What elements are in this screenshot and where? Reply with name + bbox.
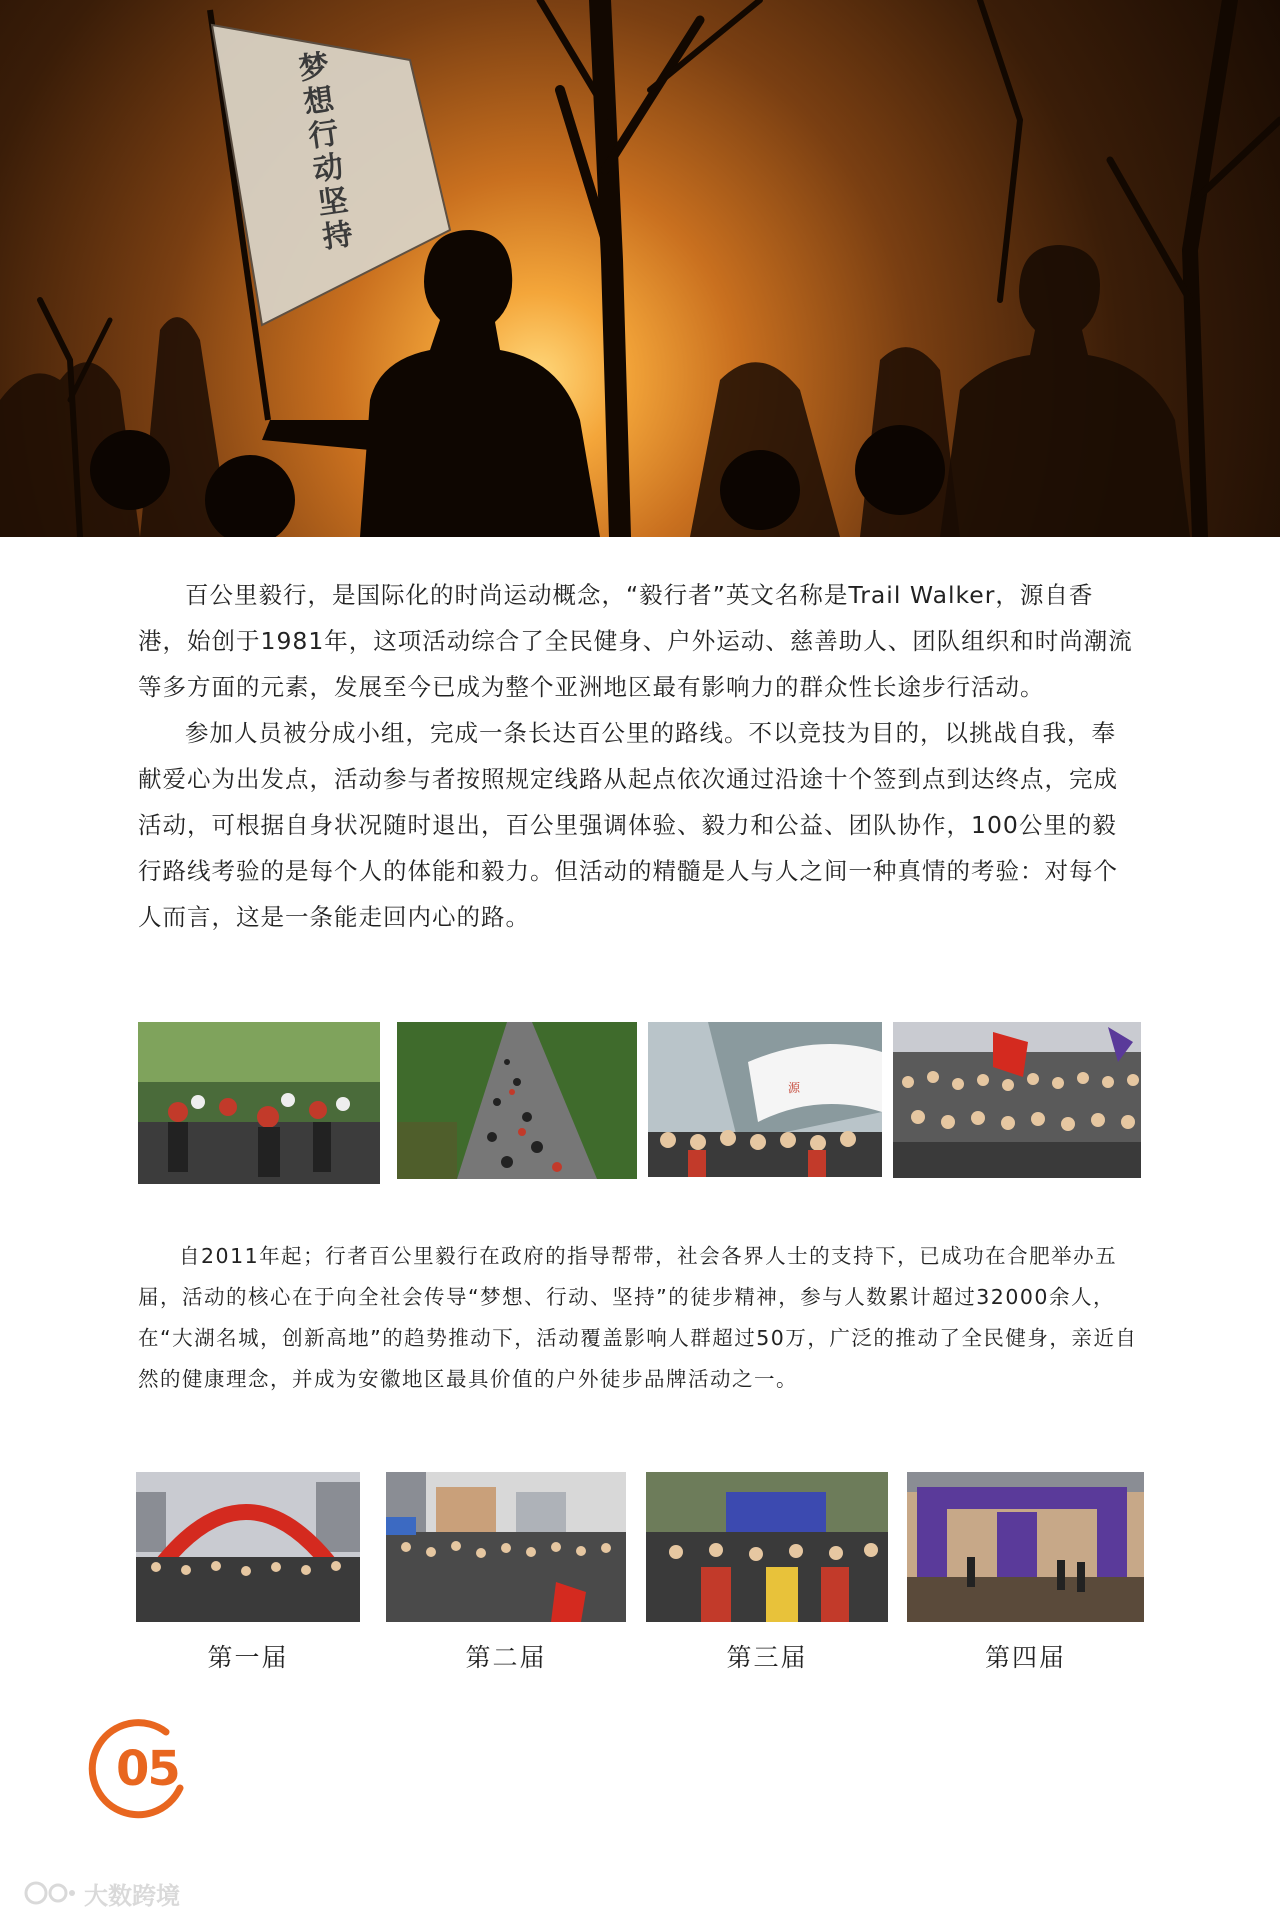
photo-crowd-banner (648, 1022, 882, 1177)
page-number: 05 (116, 1741, 179, 1797)
flag-text: 梦想行动坚持 (290, 49, 354, 256)
photo-walkers-forest (138, 1022, 380, 1184)
caption-edition-2: 第二届 (465, 1643, 547, 1672)
caption-edition-3: 第三届 (726, 1643, 808, 1672)
hero-silhouette (0, 0, 1280, 537)
watermark-logo-icon (24, 1878, 76, 1908)
history-paragraph: 自2011年起；行者百公里毅行在政府的指导帮带，社会各界人士的支持下，已成功在合肥举办五届，活动的核心在于向全社会传导“梦想、行动、坚持”的徒步精神，参与人数累计超过32000余人，在“大湖名城，创新高地”的趋势推动下，活动覆盖影响人群超过50万，广泛的推动了全民健身，亲近自然的健康理念，并成为安徽地区最具价值的户外徒步品牌活动之一。 (138, 1244, 1138, 1391)
svg-text:源: 源 (788, 1081, 801, 1095)
intro-paragraph-1: 百公里毅行，是国际化的时尚运动概念，“毅行者”英文名称是Trail Walker，源自香港，始创于1981年，这项活动综合了全民健身、户外运动、慈善助人、团队组织和时尚潮流等多方面的元素，发展至今已成为整个亚洲地区最有影响力的群众性长途步行活动。 (138, 581, 1133, 701)
photo-edition-1 (136, 1472, 360, 1622)
watermark (24, 1876, 180, 1910)
photo-edition-3 (646, 1472, 888, 1622)
photo-walkers-road (397, 1022, 637, 1179)
photo-edition-4 (907, 1472, 1144, 1622)
photo-edition-2 (386, 1472, 626, 1622)
watermark-text: 大数跨境 (84, 1881, 180, 1910)
history-text (138, 1236, 1138, 1400)
intro-paragraph-2: 参加人员被分成小组，完成一条长达百公里的路线。不以竞技为目的，以挑战自我，奉献爱心为出发点，活动参与者按照规定线路从起点依次通过沿途十个签到点到达终点，完成活动，可根据自身状况随时退出，百公里强调体验、毅力和公益、团队协作，100公里的毅行路线考验的是每个人的体能和毅力。但活动的精髓是人与人之间一种真情的考验：对每个人而言，这是一条能走回内心的路。 (138, 719, 1118, 931)
photo-crowd-flags (893, 1022, 1141, 1178)
caption-edition-4: 第四届 (984, 1643, 1066, 1672)
caption-edition-1: 第一届 (207, 1643, 289, 1672)
intro-text (138, 572, 1138, 940)
hero-photo (0, 0, 1280, 537)
